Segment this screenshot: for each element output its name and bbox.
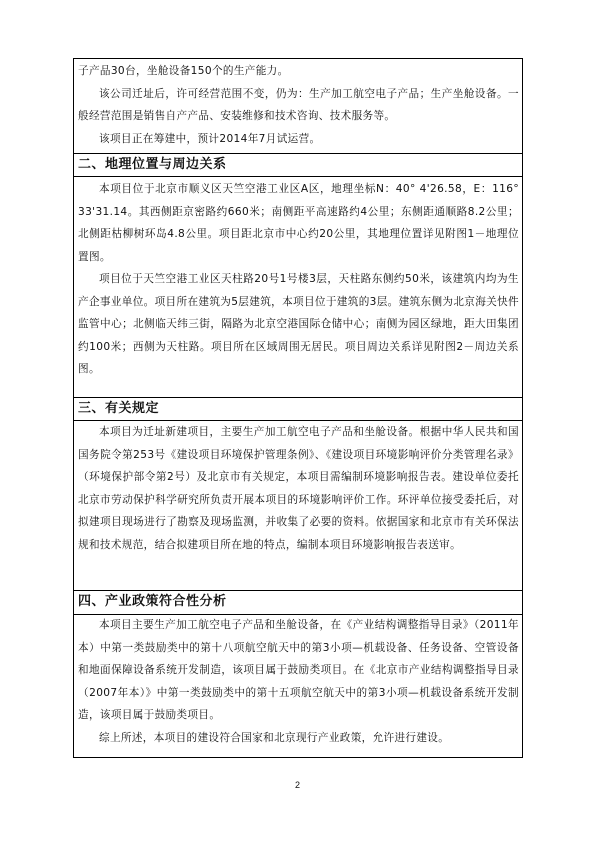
section-regulations-body xyxy=(78,421,519,556)
page-number: 2 xyxy=(294,780,300,790)
section-heading-location: 二、地理位置与周边关系 xyxy=(78,157,227,172)
location-paragraph-2: 项目位于天竺空港工业区天柱路20号1号楼3层，天柱路东侧约50米，该建筑内均为生产企事业单位。项目所在建筑为5层建筑，本项目位于建筑的3层。建筑东侧为北京海关快件监管中心；北侧临天纬三街，隔路为北京空港国际仓储中心；南侧为园区绿地，距大田集团约100米；西侧为天柱路。项目所在区域周围无居民。项目周边关系详见附图2－周边关系图。 xyxy=(78,273,519,375)
policy-paragraph-2: 综上所述，本项目的建设符合国家和北京现行产业政策，允许进行建设。 xyxy=(99,731,450,744)
section-heading-regulations: 三、有关规定 xyxy=(78,401,160,416)
section-heading-industry-policy: 四、产业政策符合性分析 xyxy=(78,594,227,609)
section-industry-policy-body xyxy=(78,614,519,749)
section-location-body xyxy=(78,178,519,381)
regulations-paragraph-1: 本项目为迁址新建项目，主要生产加工航空电子产品和坐舱设备。根据中华人民共和国国务院令第253号《建设项目环境保护管理条例》、《建设项目环境影响评价分类管理名录》（环境保护部令第2号）及北京市有关规定，本项目需编制环境影响报告表。建设单位委托北京市劳动保护科学研究所负责开展本项目的环境影响评价工作。环评单位接受委托后，对拟建项目现场进行了勘察及现场监测，并收集了必要的资料。依据国家和北京市有关环保法规和技术规范，结合拟建项目所在地的特点，编制本项目环境影响报告表送审。 xyxy=(78,426,519,551)
policy-paragraph-1: 本项目主要生产加工航空电子产品和坐舱设备，在《产业结构调整指导目录》（2011年本）中第一类鼓励类中的第十八项航空航天中的第3小项—机载设备、任务设备、空管设备和地面保障设备系统开发制造，该项目属于鼓励类项目。在《北京市产业结构调整指导目录（2007年本）》中第一类鼓励类中的第十五项航空航天中的第3小项—机载设备系统开发制造，该项目属于鼓励类项目。 xyxy=(78,619,519,721)
intro-paragraph-2: 该公司迁址后，许可经营范围不变，仍为：生产加工航空电子产品；生产坐舱设备。一般经营范围是销售自产产品、安装维修和技术咨询、技术服务等。 xyxy=(78,87,519,122)
location-paragraph-1: 本项目位于北京市顺义区天竺空港工业区A区，地理坐标N：40° 4'26.58，E：116° 33'31.14。其西侧距京密路约660米；南侧距平高速路约4公里；东侧距通顺路8.2公里；北侧距枯柳树环岛4.8公里。项目距北京市中心约20公里，其地理位置详见附图1－地理位置图。 xyxy=(78,183,519,263)
section-divider xyxy=(73,176,523,177)
intro-block xyxy=(78,60,519,150)
intro-paragraph-1: 子产品30台，坐舱设备150个的生产能力。 xyxy=(78,65,289,77)
intro-paragraph-3: 该项目正在筹建中，预计2014年7月试运营。 xyxy=(99,132,321,145)
